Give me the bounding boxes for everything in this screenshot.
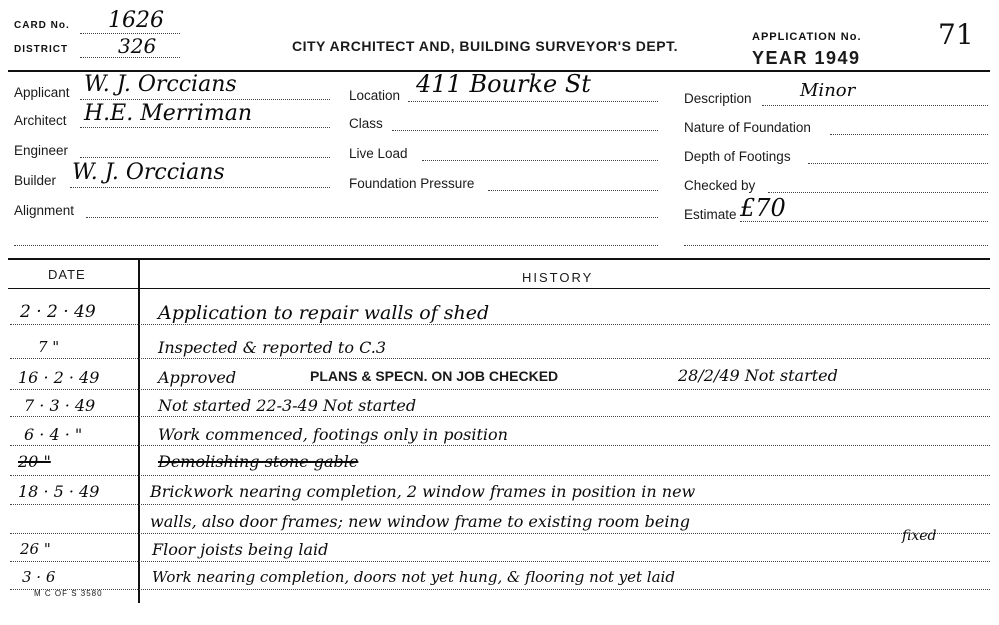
history-date: 7 " [38,338,60,356]
footer-code: M C OF S 3580 [34,589,103,598]
history-date: 7 · 3 · 49 [24,396,96,415]
depth-label: Depth of Footings [684,149,791,164]
builder-value: W. J. Orccians [72,160,225,185]
engineer-label: Engineer [14,143,69,158]
estimate-label: Estimate [684,207,737,222]
history-entry: walls, also door frames; new window frame to existing room being [150,512,690,531]
history-entry: Work commenced, footings only in position [158,425,508,444]
history-entry: Demolishing stone gable [158,452,359,471]
card-no-label: CARD No. [14,20,70,31]
year-label: YEAR 1949 [752,48,861,68]
date-header: DATE [48,267,86,282]
history-date: 16 · 2 · 49 [18,368,100,387]
application-label: APPLICATION No. [752,31,862,43]
history-entry: Inspected & reported to C.3 [158,338,387,357]
history-date: 2 · 2 · 49 [20,302,96,322]
description-value: Minor [800,80,856,101]
history-date: 26 " [20,540,51,558]
architect-label: Architect [14,113,67,128]
history-entry: Work nearing completion, doors not yet hung, & flooring not yet laid [152,568,675,586]
foundation-pressure-label: Foundation Pressure [349,176,475,191]
history-header: HISTORY [522,270,594,285]
history-stamp: PLANS & SPECN. ON JOB CHECKED [310,368,559,384]
alignment-label: Alignment [14,203,75,218]
applicant-label: Applicant [14,85,70,100]
builder-label: Builder [14,173,57,188]
history-date: 20 " [18,452,51,471]
history-entry: Application to repair walls of shed [158,302,490,324]
description-label: Description [684,91,752,106]
district-value: 326 [118,34,157,58]
applicant-value: W. J. Orccians [84,72,237,97]
nature-label: Nature of Foundation [684,120,811,135]
history-note: 28/2/49 Not started [678,366,838,385]
history-date: 6 · 4 · " [24,425,83,444]
history-entry: Approved [158,368,237,387]
history-entry: Brickwork nearing completion, 2 window frames in position in new [150,482,696,501]
location-label: Location [349,88,401,103]
checked-by-label: Checked by [684,178,756,193]
location-value: 411 Bourke St [416,70,591,98]
history-note: fixed [902,528,937,544]
card-number: 71 [938,18,974,51]
history-date: 18 · 5 · 49 [18,482,100,501]
dept-title: CITY ARCHITECT AND, BUILDING SURVEYOR'S DEPT. [292,38,678,54]
card-no-value: 1626 [108,8,164,33]
history-entry: Floor joists being laid [152,540,329,559]
class-label: Class [349,116,383,131]
live-load-label: Live Load [349,146,408,161]
architect-value: H.E. Merriman [84,101,252,126]
history-date: 3 · 6 [22,568,56,586]
estimate-value: £70 [740,194,786,222]
history-entry: Not started 22-3-49 Not started [158,396,417,415]
district-label: DISTRICT [14,44,69,55]
